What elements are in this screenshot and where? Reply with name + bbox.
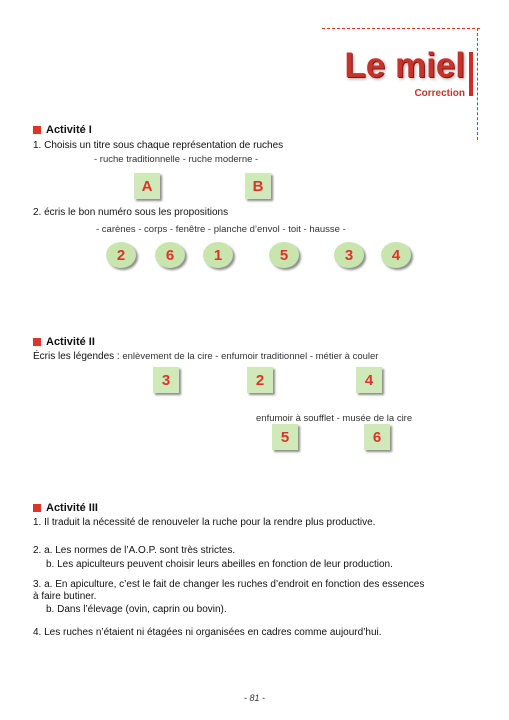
answer-oval-hausse: 4 <box>381 242 411 268</box>
page-title: Le miel <box>344 46 465 85</box>
question-2-options: - carènes - corps - fenêtre - planche d’envol - toit - hausse - <box>96 224 346 235</box>
legend-row-2-options: enfumoir à soufflet - musée de la cire <box>256 413 413 424</box>
answer-oval-corps: 6 <box>155 242 185 268</box>
answer-box-enfumoir-soufflet: 5 <box>272 424 298 450</box>
answer-box-b: B <box>245 173 271 199</box>
answer-oval-toit: 3 <box>334 242 364 268</box>
answer-1: 1. Il traduit la nécessité de renouveler la ruche pour la rendre plus productive. <box>33 517 376 528</box>
question-1-options: - ruche traditionnelle - ruche moderne - <box>94 154 259 165</box>
section-title: Activité III <box>46 502 98 514</box>
answer-box-enlevement-cire: 3 <box>153 367 179 393</box>
section-heading-activite-1 <box>33 124 92 136</box>
header-accent-bar <box>469 52 473 96</box>
answer-3a-line-2: à faire butiner. <box>33 591 97 602</box>
question-1: 1. Choisis un titre sous chaque représentation de ruches <box>33 140 284 151</box>
answer-2b: b. Les apiculteurs peuvent choisir leurs abeilles en fonction de leur production. <box>46 559 393 570</box>
answer-4: 4. Les ruches n’étaient ni étagées ni organisées en cadres comme aujourd’hui. <box>33 627 382 638</box>
answer-box-musee-cire: 6 <box>364 424 390 450</box>
answer-3a-line-1: 3. a. En apiculture, c’est le fait de changer les ruches d’endroit en fonction des essences <box>33 579 425 590</box>
page-subtitle: Correction <box>414 88 465 99</box>
bullet-square-icon <box>33 126 41 134</box>
legend-prompt-options: enlèvement de la cire - enfumoir traditionnel - métier à couler <box>119 351 379 362</box>
legend-prompt <box>33 351 378 362</box>
section-title: Activité I <box>46 124 92 136</box>
legend-prompt-label: Écris les légendes : <box>33 351 120 362</box>
answer-oval-fenetre: 1 <box>203 242 233 268</box>
bullet-square-icon <box>33 338 41 346</box>
section-heading-activite-2 <box>33 336 95 348</box>
answer-box-a: A <box>134 173 160 199</box>
header-dashed-rule <box>322 28 480 29</box>
answer-oval-carenes: 2 <box>106 242 136 268</box>
page-number: - 81 - <box>243 693 265 703</box>
answer-2a: 2. a. Les normes de l’A.O.P. sont très strictes. <box>33 545 236 556</box>
answer-3b: b. Dans l’élevage (ovin, caprin ou bovin). <box>46 604 227 615</box>
answer-box-metier-couler: 4 <box>356 367 382 393</box>
section-heading-activite-3 <box>33 502 98 514</box>
question-2: 2. écris le bon numéro sous les propositions <box>33 207 229 218</box>
header-dashed-rule-vertical <box>477 28 478 140</box>
bullet-square-icon <box>33 504 41 512</box>
answer-oval-planche-envol: 5 <box>269 242 299 268</box>
section-title: Activité II <box>46 336 95 348</box>
answer-box-enfumoir-traditionnel: 2 <box>247 367 273 393</box>
